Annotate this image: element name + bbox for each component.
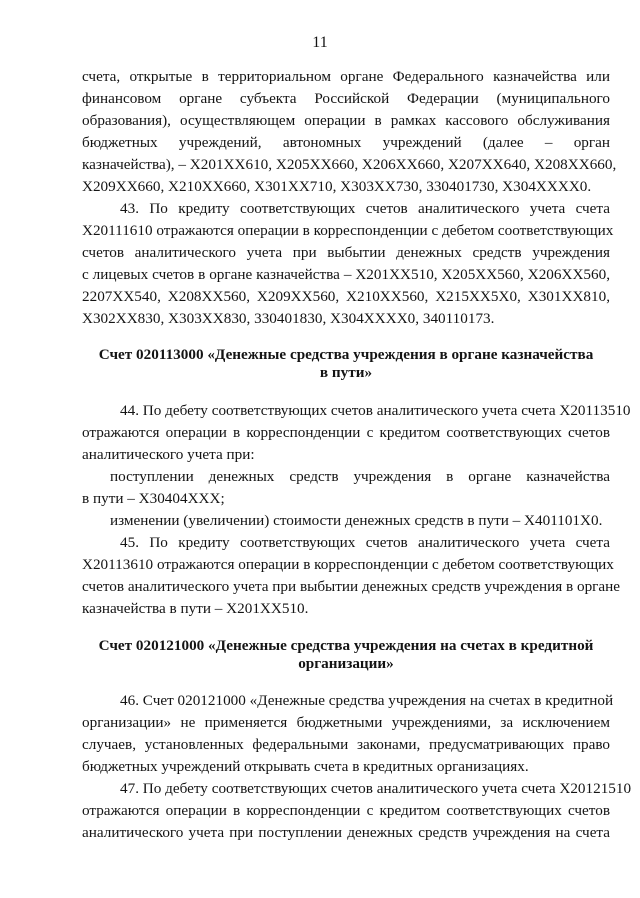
paragraph-line: образования), осуществляющем операции в рамках кассового обслуживания <box>82 112 610 129</box>
paragraph-46-line: бюджетных учреждений открывать счета в кредитных организациях. <box>82 758 529 775</box>
list-item-line: в пути – X30404XXX; <box>82 490 225 507</box>
paragraph-44-line: 44. По дебету соответствующих счетов аналитического учета счета X20113510 <box>120 402 631 419</box>
paragraph-45-line: казначейства в пути – X201XX510. <box>82 600 309 617</box>
section-heading: Счет 020121000 «Денежные средства учреждения на счетах в кредитной <box>98 637 594 654</box>
paragraph-44-line: отражаются операции в корреспонденции с кредитом соответствующих счетов <box>82 424 610 441</box>
paragraph-line: X209XX660, X210XX660, X301XX710, X303XX730, 330401730, X304XXXX0. <box>82 178 592 195</box>
paragraph-43-line: X20111610 отражаются операции в корреспонденции с дебетом соответствующих <box>82 222 614 239</box>
paragraph-47-line: 47. По дебету соответствующих счетов аналитического учета счета X20121510 <box>120 780 632 797</box>
paragraph-43-line: с лицевых счетов в органе казначейства – X201XX510, X205XX560, X206XX560, <box>82 266 610 283</box>
paragraph-46-line: случаев, установленных федеральными законами, предусматривающих право <box>82 736 610 753</box>
section-heading: Счет 020113000 «Денежные средства учреждения в органе казначейства <box>98 346 594 363</box>
paragraph-43-line: счетов аналитического учета при выбытии денежных средств учреждения <box>82 244 610 261</box>
page-number: 11 <box>312 34 328 51</box>
paragraph-46-line: организации» не применяется бюджетными учреждениями, за исключением <box>82 714 610 731</box>
section-heading: в пути» <box>319 364 373 381</box>
paragraph-line: бюджетных учреждений, автономных учреждений (далее – орган <box>82 134 610 151</box>
paragraph-44-line: аналитического учета при: <box>82 446 255 463</box>
paragraph-47-line: аналитического учета при поступлении денежных средств учреждения на счета <box>82 824 610 841</box>
paragraph-47-line: отражаются операции в корреспонденции с кредитом соответствующих счетов <box>82 802 610 819</box>
paragraph-43-line: X302XX830, X303XX830, 330401830, X304XXXX0, 340110173. <box>82 310 495 327</box>
paragraph-43-line: 2207XX540, X208XX560, X209XX560, X210XX560, X215XX5X0, X301XX810, <box>82 288 610 305</box>
list-item-line: изменении (увеличении) стоимости денежных средств в пути – X401101X0. <box>110 512 603 529</box>
paragraph-line: финансовом органе субъекта Российской Федерации (муниципального <box>82 90 610 107</box>
section-heading: организации» <box>298 655 394 672</box>
paragraph-45-line: 45. По кредиту соответствующих счетов аналитического учета счета <box>120 534 610 551</box>
paragraph-line: казначейства), – X201XX610, X205XX660, X206XX660, X207XX640, X208XX660, <box>82 156 617 173</box>
paragraph-line: счета, открытые в территориальном органе Федерального казначейства или <box>82 68 610 85</box>
paragraph-43-line: 43. По кредиту соответствующих счетов аналитического учета счета <box>120 200 610 217</box>
list-item-line: поступлении денежных средств учреждения в органе казначейства <box>110 468 610 485</box>
paragraph-45-line: X20113610 отражаются операции в корреспонденции с дебетом соответствующих <box>82 556 614 573</box>
paragraph-45-line: счетов аналитического учета при выбытии денежных средств учреждения в органе <box>82 578 621 595</box>
paragraph-46-line: 46. Счет 020121000 «Денежные средства учреждения на счетах в кредитной <box>120 692 614 709</box>
